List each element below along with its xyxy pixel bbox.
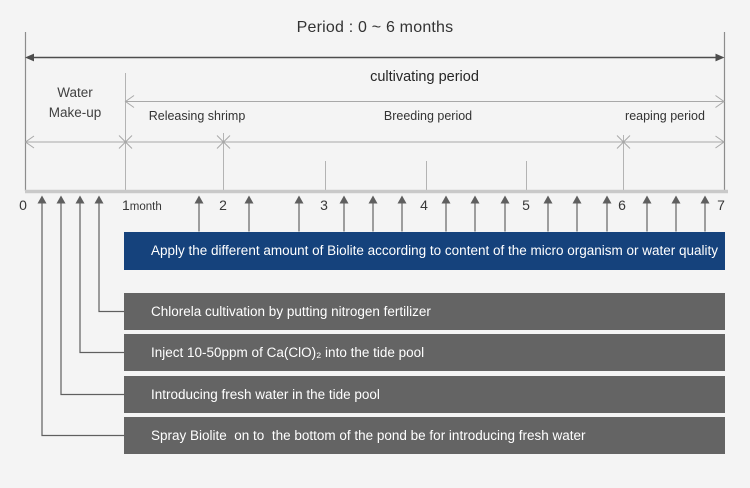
tick-5: 5 <box>522 197 530 213</box>
tick-7: 7 <box>717 197 725 213</box>
boundary-lines <box>26 32 725 191</box>
task-bar-chlorela: Chlorela cultivation by putting nitrogen fertilizer <box>124 293 725 330</box>
reaping-period-label: reaping period <box>625 109 705 123</box>
arrowhead-left-icon <box>25 54 34 62</box>
tick-1month <box>122 197 162 213</box>
task-connectors <box>38 196 125 436</box>
biolite-apply-bar: Apply the different amount of Biolite according to content of the micro organism or water quality <box>124 232 725 270</box>
water-makeup-label <box>25 83 125 122</box>
period-arrow <box>25 54 725 62</box>
segment-measure-arrow <box>26 136 725 149</box>
arrowhead-right-icon <box>716 54 725 62</box>
divider-lines <box>126 73 624 190</box>
tick-2: 2 <box>219 197 227 213</box>
water-makeup-line2: Make-up <box>48 104 102 120</box>
biolite-arrows <box>195 196 710 232</box>
tick-3: 3 <box>320 197 328 213</box>
breeding-period-label: Breeding period <box>383 109 473 123</box>
task-bar-inject-caclo: Inject 10-50ppm of Ca(ClO)₂ into the tide pool <box>124 334 725 371</box>
tick-month-suffix: month <box>129 201 162 213</box>
releasing-shrimp-label: Releasing shrimp <box>148 109 246 123</box>
tick-1: 1 <box>122 197 130 213</box>
task-bar-spray-biolite: Spray Biolite on to the bottom of the pond be for introducing fresh water <box>124 417 725 454</box>
cultivating-period-arrow <box>126 96 725 108</box>
cultivating-period-label: cultivating period <box>370 69 479 85</box>
tick-4: 4 <box>420 197 428 213</box>
water-makeup-line1: Water <box>57 85 93 100</box>
tick-0: 0 <box>19 197 27 213</box>
period-title: Period : 0 ~ 6 months <box>296 19 454 36</box>
task-bar-fresh-water: Introducing fresh water in the tide pool <box>124 376 725 413</box>
tick-6: 6 <box>618 197 626 213</box>
